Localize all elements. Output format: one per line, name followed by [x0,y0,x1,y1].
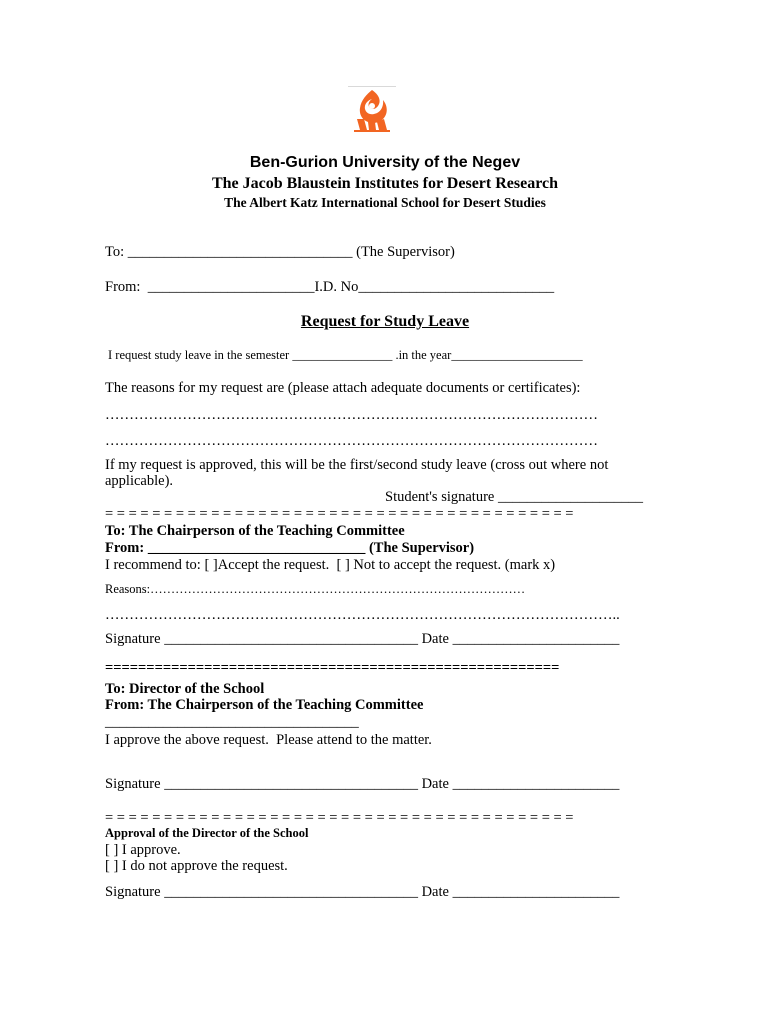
approved-note-line-2: applicable). [105,473,174,489]
not-approve-checkbox[interactable]: [ ] I do not approve the request. [105,858,288,874]
approval-signature-date[interactable]: Signature ___________________________________ Date _______________________ [105,884,620,900]
director-signature-date[interactable]: Signature ___________________________________ Date _______________________ [105,776,620,792]
university-name: Ben-Gurion University of the Negev [249,154,521,171]
institute-name: The Jacob Blaustein Institutes for Desert Research [211,175,559,192]
committee-from-field[interactable]: From: ______________________________ (The Supervisor) [105,540,475,556]
committee-reasons-field[interactable]: Reasons:……………………………………………………………………………… [105,582,526,596]
form-title: Request for Study Leave [300,313,470,330]
recommend-options[interactable]: I recommend to: [ ]Accept the request. [ ] Not to accept the request. (mark x) [105,557,556,573]
director-blank-field[interactable]: ___________________________________ [105,714,359,730]
from-id-field[interactable]: From: _______________________I.D. No___________________________ [105,279,555,295]
director-from: From: The Chairperson of the Teaching Committee [105,697,424,713]
approved-note-line-1: If my request is approved, this will be the first/second study leave (cross out where not [105,457,609,473]
director-approve-text: I approve the above request. Please attend to the matter. [105,732,432,748]
reasons-line-2[interactable]: ………………………………………………………………………………………… [105,433,598,449]
school-name: The Albert Katz International School for Desert Studies [224,195,546,210]
separator-2: ======================================================= [105,660,560,676]
approve-checkbox[interactable]: [ ] I approve. [105,842,181,858]
bgu-logo-icon [348,86,396,134]
separator-3: = = = = = = = = = = = = = = = = = = = = = = = = = = = = = = = = = = = = = = = = [105,810,574,826]
reasons-line-1[interactable]: ………………………………………………………………………………………… [105,407,598,423]
student-signature-field[interactable]: Student's signature ____________________ [385,489,643,505]
committee-to: To: The Chairperson of the Teaching Committee [105,523,405,539]
reasons-intro: The reasons for my request are (please attach adequate documents or certificates): [105,380,581,396]
approval-heading: Approval of the Director of the School [105,826,309,840]
to-supervisor-field[interactable]: To: _______________________________ (The Supervisor) [105,244,455,260]
separator-1: = = = = = = = = = = = = = = = = = = = = = = = = = = = = = = = = = = = = = = = = [105,506,574,522]
committee-reasons-line[interactable]: …………………………………………………………………………………………….. [105,607,620,623]
semester-year-field[interactable]: I request study leave in the semester ________________ .in the year_____________________ [108,348,583,362]
committee-signature-date[interactable]: Signature ___________________________________ Date _______________________ [105,631,620,647]
director-to: To: Director of the School [105,681,265,697]
